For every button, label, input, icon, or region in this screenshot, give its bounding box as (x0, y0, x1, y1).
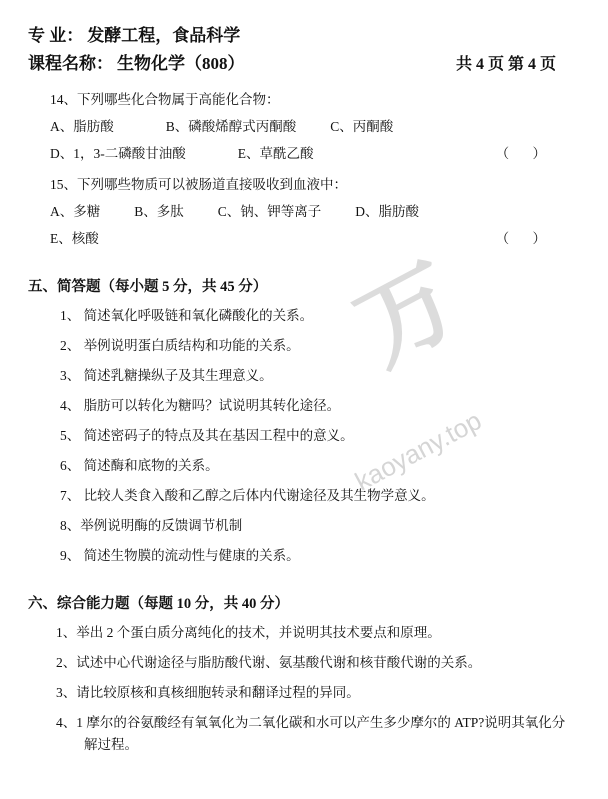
header-course-line (28, 50, 574, 79)
option-row (50, 202, 574, 222)
list-item: 3、请比较原核和真核细胞转录和翻译过程的异同。 (56, 685, 360, 700)
section-title-five: 五、简答题（每小题 5 分，共 45 分） (28, 279, 268, 295)
section-title-six: 六、综合能力题（每题 10 分，共 40 分） (28, 596, 289, 612)
page-info: 共 4 页 第 4 页 (455, 56, 556, 73)
option-d: D、脂肪酸 (355, 204, 420, 219)
option-row (50, 117, 574, 137)
option-c: C、丙酮酸 (330, 119, 394, 134)
list-item: 1、 简述氧化呼吸链和氧化磷酸化的关系。 (60, 308, 314, 323)
watermark-chinese: 万 (340, 239, 487, 385)
option-a: A、多糖 (50, 204, 101, 219)
list-item: 2、 举例说明蛋白质结构和功能的关系。 (60, 338, 300, 353)
watermark-url: kaoyany.top (350, 405, 487, 497)
option-e: E、核酸 (50, 231, 99, 246)
option-b: B、磷酸烯醇式丙酮酸 (165, 119, 297, 134)
list-item: 8、举例说明酶的反馈调节机制 (60, 518, 243, 533)
list-item-continuation: 解过程。 (84, 737, 138, 752)
option-e: E、草酰乙酸 (237, 146, 314, 161)
list-item: 7、 比较人类食入酸和乙醇之后体内代谢途径及其生物学意义。 (60, 488, 435, 503)
answer-brackets: （ ） (495, 146, 556, 161)
option-row (50, 229, 574, 249)
list-item: 6、 简述酶和底物的关系。 (60, 458, 219, 473)
list-item: 5、 简述密码子的特点及其在基因工程中的意义。 (60, 428, 354, 443)
list-item: 2、试述中心代谢途径与脂肪酸代谢、氨基酸代谢和核苷酸代谢的关系。 (56, 655, 482, 670)
answer-brackets: （ ） (495, 231, 556, 246)
option-d: D、1，3-二磷酸甘油酸 (50, 146, 186, 161)
question-stem: 14、下列哪些化合物属于高能化合物： (50, 92, 280, 107)
list-item: 4、1 摩尔的谷氨酸经有氧氧化为二氧化碳和水可以产生多少摩尔的 ATP?说明其氧化分 (56, 715, 566, 730)
major-label: 专 业： (28, 26, 84, 45)
list-item: 4、 脂肪可以转化为糖吗？试说明其转化途径。 (60, 398, 341, 413)
header-major-line (28, 22, 574, 50)
course-label: 课程名称： (28, 54, 113, 73)
option-b: B、多肽 (134, 204, 184, 219)
document-content (28, 22, 574, 755)
option-row (50, 144, 574, 164)
course-value: 生物化学（808） (117, 54, 245, 73)
list-item: 1、举出 2 个蛋白质分离纯化的技术，并说明其技术要点和原理。 (56, 625, 441, 640)
major-value: 发酵工程，食品科学 (87, 26, 241, 45)
option-c: C、钠、钾等离子 (217, 204, 322, 219)
option-a: A、脂肪酸 (50, 119, 114, 134)
question-stem: 15、下列哪些物质可以被肠道直接吸收到血液中： (50, 177, 347, 192)
list-item: 9、 简述生物膜的流动性与健康的关系。 (60, 548, 300, 563)
list-item: 3、 简述乳糖操纵子及其生理意义。 (60, 368, 273, 383)
